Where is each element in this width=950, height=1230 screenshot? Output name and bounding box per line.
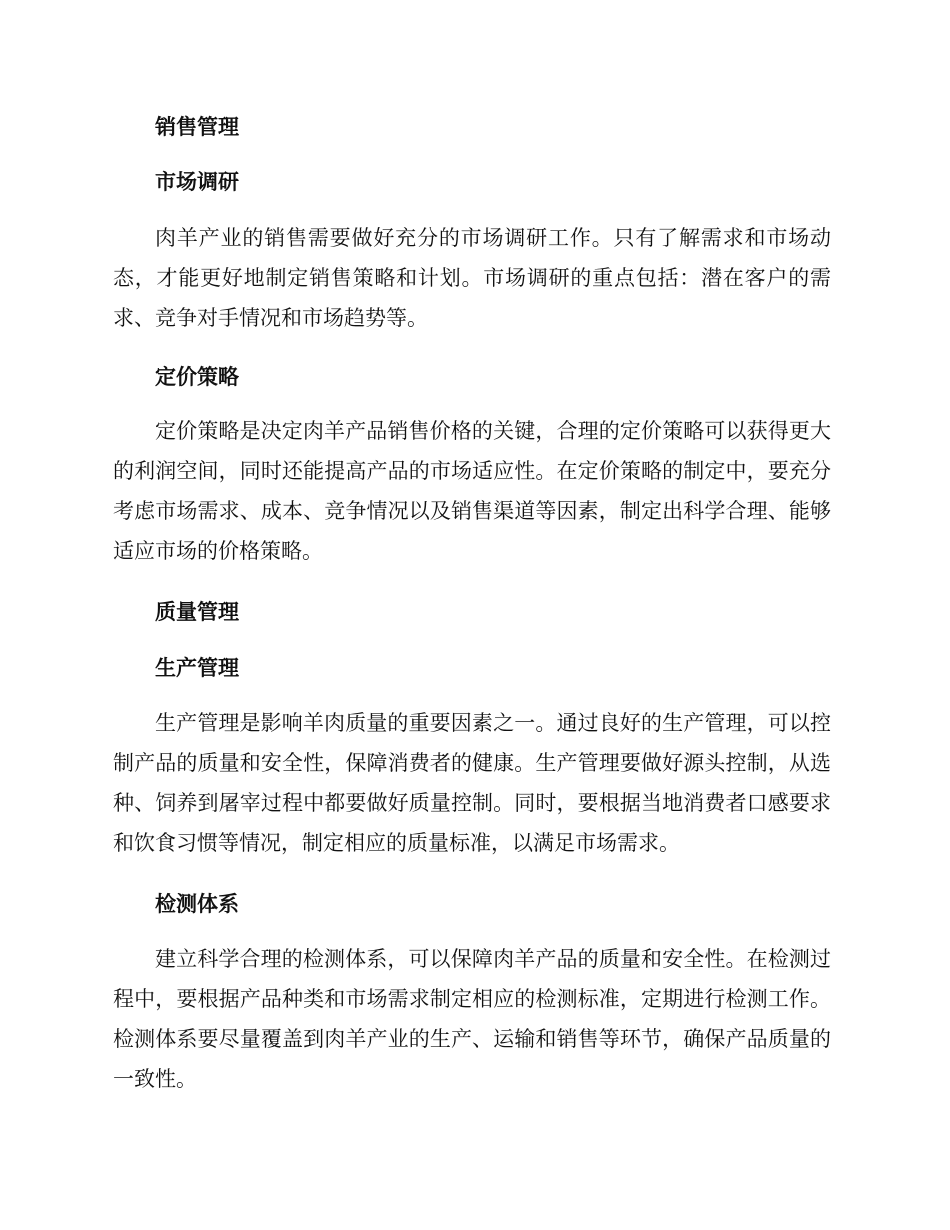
section-heading-quality-management: 质量管理 xyxy=(155,600,239,624)
paragraph-market-research: 肉羊产业的销售需要做好充分的市场调研工作。只有了解需求和市场动态，才能更好地制定销售策略和计划。市场调研的重点包括：潜在客户的需求、竞争对手情况和市场趋势等。 xyxy=(113,226,831,330)
paragraph-inspection-system: 建立科学合理的检测体系，可以保障肉羊产品的质量和安全性。在检测过程中，要根据产品种类和市场需求制定相应的检测标准，定期进行检测工作。检测体系要尽量覆盖到肉羊产业的生产、运输和销售等环节，确保产品质量的一致性。 xyxy=(113,947,831,1091)
subsection-heading-market-research: 市场调研 xyxy=(155,170,239,194)
paragraph-production-management: 生产管理是影响羊肉质量的重要因素之一。通过良好的生产管理，可以控制产品的质量和安全性，保障消费者的健康。生产管理要做好源头控制，从选种、饲养到屠宰过程中都要做好质量控制。同时，要根据当地消费者口感要求和饮食习惯等情况，制定相应的质量标准，以满足市场需求。 xyxy=(113,711,831,855)
subsection-heading-inspection-system: 检测体系 xyxy=(155,892,239,916)
subsection-heading-pricing-strategy: 定价策略 xyxy=(155,365,239,389)
paragraph-pricing-strategy: 定价策略是决定肉羊产品销售价格的关键，合理的定价策略可以获得更大的利润空间，同时还能提高产品的市场适应性。在定价策略的制定中，要充分考虑市场需求、成本、竞争情况以及销售渠道等因素，制定出科学合理、能够适应市场的价格策略。 xyxy=(113,419,831,563)
subsection-heading-production-management: 生产管理 xyxy=(155,656,239,680)
section-heading-sales-management: 销售管理 xyxy=(155,115,239,139)
